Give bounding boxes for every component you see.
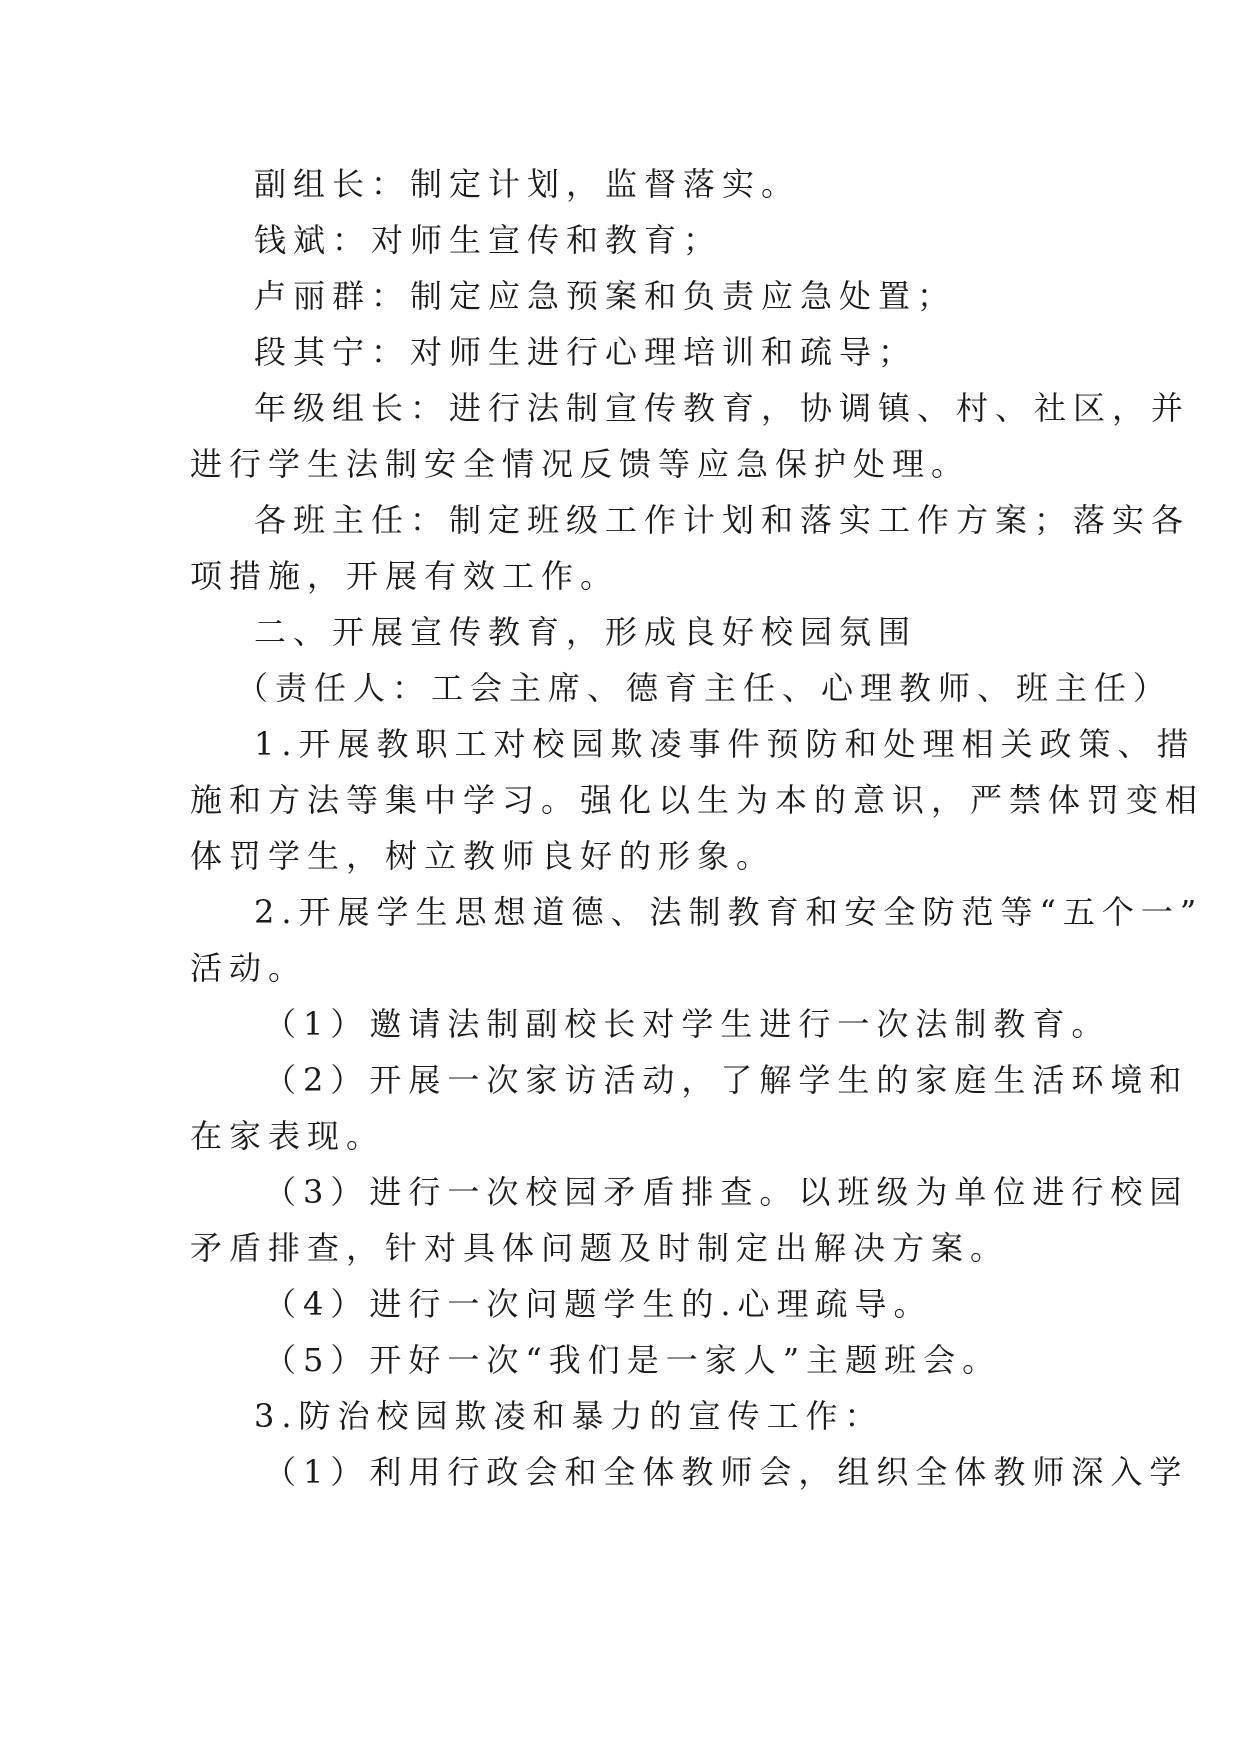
paragraph-line: 进行学生法制安全情况反馈等应急保护处理。 xyxy=(190,445,971,483)
paragraph-line: 卢丽群：制定应急预案和负责应急处置； xyxy=(254,277,957,315)
responsible-line: （责任人：工会主席、德育主任、心理教师、班主任） xyxy=(236,669,1173,707)
list-item-line: 在家表现。 xyxy=(190,1117,386,1155)
paragraph-line: 副组长：制定计划，监督落实。 xyxy=(254,165,801,203)
list-item-line: （2）开展一次家访活动，了解学生的家庭生活环境和 xyxy=(264,1061,1189,1099)
paragraph-line: 施和方法等集中学习。强化以生为本的意识，严禁体罚变相 xyxy=(190,781,1205,819)
list-item-line: （1）邀请法制副校长对学生进行一次法制教育。 xyxy=(264,1005,1111,1043)
list-item-line: （5）开好一次“我们是一家人”主题班会。 xyxy=(264,1341,1002,1379)
paragraph-line: 活动。 xyxy=(190,949,308,987)
list-item-line: （4）进行一次问题学生的.心理疏导。 xyxy=(264,1285,933,1323)
paragraph-line: 项措施，开展有效工作。 xyxy=(190,557,620,595)
list-item-line: 矛盾排查，针对具体问题及时制定出解决方案。 xyxy=(190,1229,1010,1267)
paragraph-line: 1.开展教职工对校园欺凌事件预防和处理相关政策、措 xyxy=(254,725,1196,763)
paragraph-line: 钱斌：对师生宣传和教育； xyxy=(254,221,723,259)
paragraph-line: 3.防治校园欺凌和暴力的宣传工作： xyxy=(254,1397,884,1435)
paragraph-line: 年级组长：进行法制宣传教育，协调镇、村、社区，并 xyxy=(254,389,1191,427)
list-item-line: （1）利用行政会和全体教师会，组织全体教师深入学 xyxy=(264,1453,1189,1491)
paragraph-line: 2.开展学生思想道德、法制教育和安全防范等“五个一” xyxy=(254,893,1204,931)
paragraph-line: 各班主任：制定班级工作计划和落实工作方案；落实各 xyxy=(254,501,1191,539)
section-heading: 二、开展宣传教育，形成良好校园氛围 xyxy=(254,613,918,651)
list-item-line: （3）进行一次校园矛盾排查。以班级为单位进行校园 xyxy=(264,1173,1189,1211)
paragraph-line: 段其宁：对师生进行心理培训和疏导； xyxy=(254,333,918,371)
paragraph-line: 体罚学生，树立教师良好的形象。 xyxy=(190,837,776,875)
